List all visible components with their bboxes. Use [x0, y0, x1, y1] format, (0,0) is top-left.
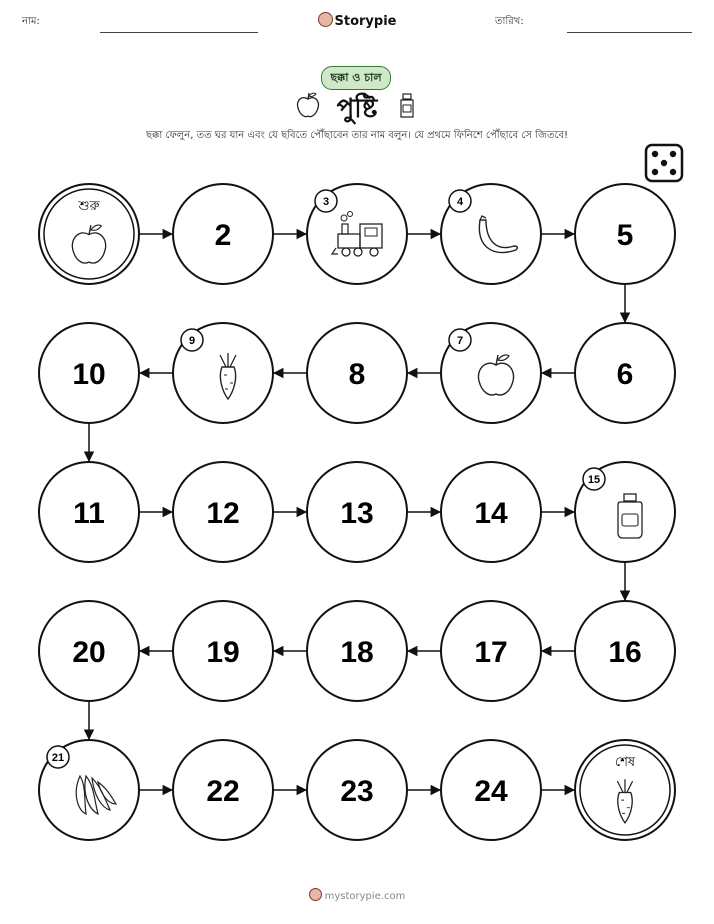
board-space-13[interactable] — [307, 462, 407, 562]
board-space-4[interactable] — [441, 184, 541, 284]
footer-url: mystorypie.com — [324, 891, 406, 902]
brand-name: Storypie — [334, 14, 397, 29]
board-space-16[interactable] — [575, 601, 675, 701]
board-space-24[interactable] — [441, 740, 541, 840]
board-space-22[interactable] — [173, 740, 273, 840]
space-number: 18 — [340, 636, 374, 669]
space-number: 20 — [72, 636, 106, 669]
board-space-12[interactable] — [173, 462, 273, 562]
space-number: 2 — [214, 219, 232, 252]
board-space-8[interactable] — [307, 323, 407, 423]
game-type-badge: ছক্কা ও চাল — [321, 66, 391, 90]
instructions: ছক্কা ফেলুন, তত ঘর যান এবং যে ছবিতে পৌঁছাবেন তার নাম বলুন। যে প্রথমে ফিনিশে পৌঁছাবে সে জিতবে! — [145, 130, 569, 141]
space-number: 7 — [456, 335, 464, 347]
board-space-6[interactable] — [575, 323, 675, 423]
board-space-14[interactable] — [441, 462, 541, 562]
space-number: 14 — [474, 497, 508, 530]
start-space[interactable] — [39, 184, 139, 284]
board-space-10[interactable] — [39, 323, 139, 423]
space-number: 10 — [72, 358, 106, 391]
board-space-17[interactable] — [441, 601, 541, 701]
space-number: 8 — [348, 358, 366, 391]
space-number: 19 — [206, 636, 240, 669]
space-number: 5 — [616, 219, 634, 252]
space-number: 6 — [616, 358, 634, 391]
space-number: 11 — [73, 497, 105, 530]
date-label: তারিখ: — [495, 16, 524, 27]
space-number: 13 — [340, 497, 374, 530]
space-number: 16 — [608, 636, 642, 669]
space-number: 9 — [188, 335, 196, 347]
board-space-20[interactable] — [39, 601, 139, 701]
end-label: শেষ — [614, 755, 636, 770]
board-space-23[interactable] — [307, 740, 407, 840]
space-number: 21 — [51, 752, 65, 764]
space-number: 23 — [340, 775, 374, 808]
space-number: 17 — [474, 636, 508, 669]
space-number: 3 — [322, 196, 330, 208]
space-number: 15 — [587, 474, 601, 486]
board-space-2[interactable] — [173, 184, 273, 284]
board-space-18[interactable] — [307, 601, 407, 701]
board-space-19[interactable] — [173, 601, 273, 701]
space-number: 24 — [474, 775, 508, 808]
board-space-7[interactable] — [441, 323, 541, 423]
board-space-15[interactable] — [575, 462, 675, 562]
board-space-5[interactable] — [575, 184, 675, 284]
board-space-3[interactable] — [307, 184, 407, 284]
footer — [0, 888, 714, 902]
board-space-21[interactable] — [39, 740, 139, 840]
space-number: 12 — [206, 497, 240, 530]
space-number: 22 — [206, 775, 240, 808]
page-title: পুষ্টি — [336, 94, 378, 124]
bear-logo-icon — [309, 888, 322, 901]
space-number: 4 — [456, 196, 464, 208]
name-label: নাম: — [22, 16, 40, 27]
end-space[interactable] — [575, 740, 675, 840]
start-label: শুরু — [78, 199, 100, 214]
board-space-9[interactable] — [173, 323, 273, 423]
board-space-11[interactable] — [39, 462, 139, 562]
